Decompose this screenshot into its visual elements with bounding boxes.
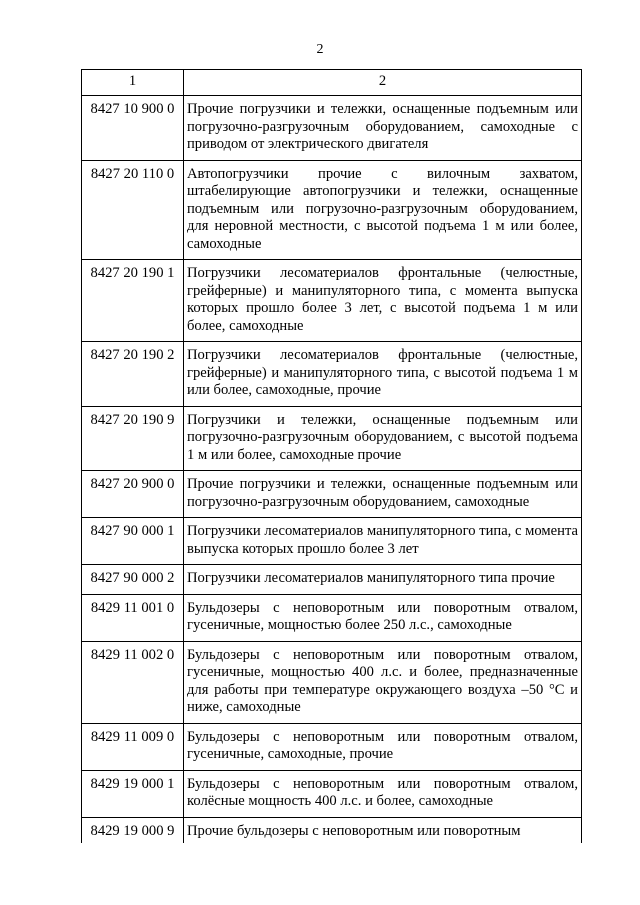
row-code: 8429 19 000 9 (82, 817, 184, 843)
row-description: Прочие бульдозеры с неповоротным или поворотным (184, 817, 582, 843)
row-description: Бульдозеры с неповоротным или поворотным отвалом, гусеничные, мощностью более 250 л.с., самоходные (184, 594, 582, 641)
page-number: 2 (316, 42, 324, 57)
table-row (82, 160, 582, 260)
row-code: 8429 11 009 0 (82, 723, 184, 770)
table-row (82, 641, 582, 723)
table-row (82, 96, 582, 161)
table-header-row (82, 70, 582, 96)
row-description: Погрузчики и тележки, оснащенные подъемным или погрузочно-разгрузочным оборудованием, с высотой подъема 1 м или более, самоходные прочие (184, 406, 582, 471)
row-description: Погрузчики лесоматериалов манипуляторного типа прочие (184, 565, 582, 595)
row-code: 8427 20 190 9 (82, 406, 184, 471)
table-row (82, 518, 582, 565)
table-row (82, 342, 582, 407)
row-code: 8427 20 900 0 (82, 471, 184, 518)
row-description: Погрузчики лесоматериалов манипуляторного типа, с момента выпуска которых прошло более 3 лет (184, 518, 582, 565)
table-row (82, 770, 582, 817)
column-header-description: 2 (184, 70, 582, 96)
row-code: 8427 90 000 2 (82, 565, 184, 595)
row-code: 8427 20 190 2 (82, 342, 184, 407)
row-description: Погрузчики лесоматериалов фронтальные (челюстные, грейферные) и манипуляторного типа, с момента выпуска которых прошло более 3 лет, с высотой подъема 1 м или более, самоходные (184, 260, 582, 342)
table-row (82, 723, 582, 770)
table-row (82, 594, 582, 641)
table-row (82, 406, 582, 471)
table-row (82, 471, 582, 518)
table-row (82, 565, 582, 595)
row-description: Бульдозеры с неповоротным или поворотным отвалом, колёсные мощность 400 л.с. и более, самоходные (184, 770, 582, 817)
column-header-code: 1 (82, 70, 184, 96)
row-description: Бульдозеры с неповоротным или поворотным отвалом, гусеничные, самоходные, прочие (184, 723, 582, 770)
row-description: Автопогрузчики прочие с вилочным захватом, штабелирующие автопогрузчики и тележки, оснащенные подъемным или погрузочно-разгрузочным оборудованием, для неровной местности, с высотой подъема 1 м или более, самоходные (184, 160, 582, 260)
table-row (82, 817, 582, 843)
row-code: 8427 20 110 0 (82, 160, 184, 260)
row-code: 8429 11 001 0 (82, 594, 184, 641)
row-description: Бульдозеры с неповоротным или поворотным отвалом, гусеничные, мощностью 400 л.с. и более, предназначенные для работы при температуре окружающего воздуха –50 °С и ниже, самоходные (184, 641, 582, 723)
table-row (82, 260, 582, 342)
tariff-code-table (81, 69, 582, 843)
row-code: 8427 10 900 0 (82, 96, 184, 161)
row-description: Погрузчики лесоматериалов фронтальные (челюстные, грейферные) и манипуляторного типа, с высотой подъема 1 м или более, самоходные, прочие (184, 342, 582, 407)
row-description: Прочие погрузчики и тележки, оснащенные подъемным или погрузочно-разгрузочным оборудованием, самоходные (184, 471, 582, 518)
row-code: 8429 11 002 0 (82, 641, 184, 723)
row-description: Прочие погрузчики и тележки, оснащенные подъемным или погрузочно-разгрузочным оборудованием, самоходные с приводом от электрического двигателя (184, 96, 582, 161)
row-code: 8427 90 000 1 (82, 518, 184, 565)
row-code: 8429 19 000 1 (82, 770, 184, 817)
row-code: 8427 20 190 1 (82, 260, 184, 342)
